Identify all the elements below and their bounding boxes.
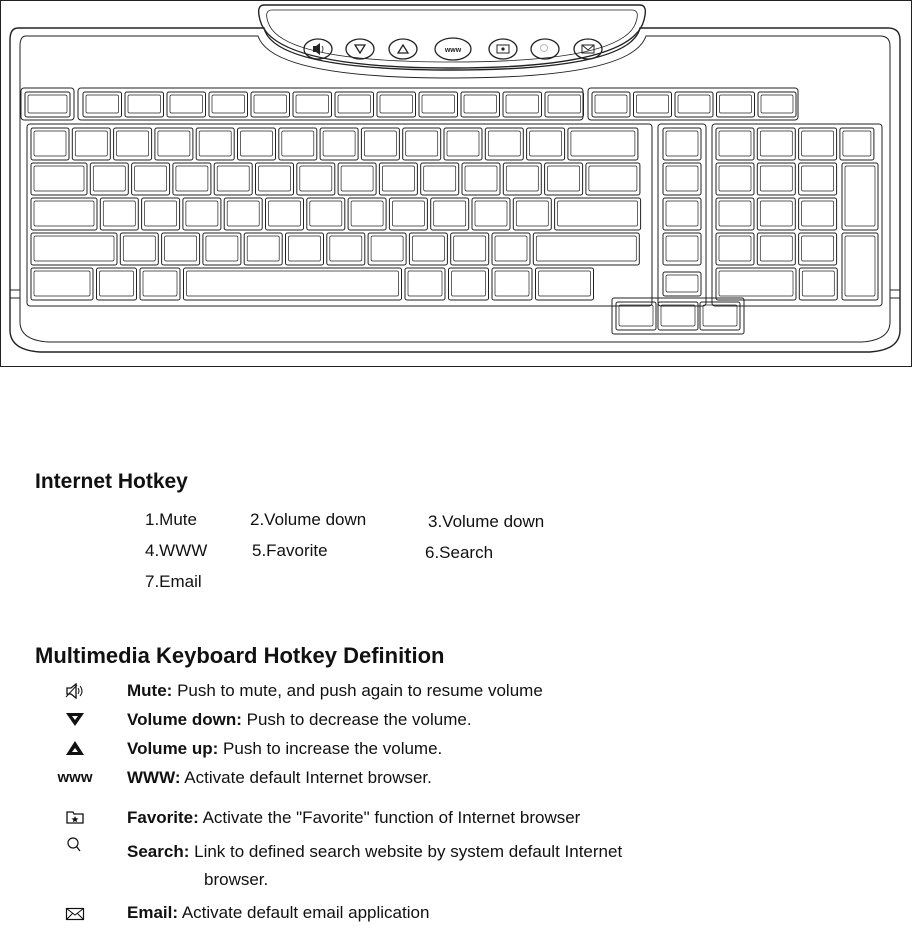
definition-text: Push to increase the volume. [223, 739, 443, 758]
key-top [720, 95, 752, 113]
key-top [424, 166, 456, 191]
definition-email [127, 903, 429, 923]
key-top [516, 201, 548, 226]
key-top [100, 271, 134, 296]
key-top [34, 236, 114, 261]
key-top [530, 131, 562, 156]
key-top [661, 305, 695, 326]
key-top [666, 236, 698, 261]
key [485, 128, 523, 160]
key [663, 198, 701, 230]
key-top [392, 201, 424, 226]
volume-up-icon [62, 737, 88, 759]
www-button-label: www [444, 47, 462, 54]
keyboard-diagram [0, 0, 913, 368]
key-top [341, 166, 373, 191]
definition-text: Link to defined search website by system default Internet [194, 842, 623, 861]
definition-term: Volume down: [127, 710, 242, 729]
key-top [571, 131, 635, 156]
key-top [247, 236, 279, 261]
key-top [802, 236, 834, 261]
key [72, 128, 110, 160]
key-top [488, 131, 520, 156]
key [307, 198, 345, 230]
key [757, 198, 795, 230]
key-top [506, 166, 538, 191]
key-top [227, 201, 259, 226]
key-top [719, 201, 751, 226]
key [100, 198, 138, 230]
key [716, 268, 796, 300]
internet-hotkey-title: Internet Hotkey [35, 470, 188, 493]
key [799, 198, 837, 230]
key-top [330, 236, 362, 261]
key-top [412, 236, 444, 261]
volume-down-button [346, 39, 374, 59]
key-top [217, 166, 249, 191]
key [842, 163, 878, 230]
key-top [452, 271, 486, 296]
key-top [678, 95, 710, 113]
hotkey-item-search: 6.Search [425, 543, 494, 562]
key [513, 198, 551, 230]
key [716, 198, 754, 230]
definition-term: Search: [127, 842, 190, 861]
key-top [34, 131, 66, 156]
key [799, 268, 837, 300]
key-top [103, 201, 135, 226]
key [545, 163, 583, 195]
key-top [300, 166, 332, 191]
key [279, 128, 317, 160]
definition-term: WWW: [127, 768, 181, 787]
key [379, 163, 417, 195]
key-top [666, 131, 698, 156]
key [492, 268, 532, 300]
key-top [719, 271, 793, 296]
key-top [548, 95, 581, 113]
key [663, 272, 701, 296]
hotkey-item-email: 7.Email [145, 572, 202, 591]
key-top [539, 271, 591, 296]
key [536, 268, 594, 300]
favorite-icon [62, 806, 88, 828]
key [238, 128, 276, 160]
key-top [254, 95, 287, 113]
key-top [465, 166, 497, 191]
key [663, 233, 701, 265]
key-top [666, 166, 698, 191]
key [389, 198, 427, 230]
definition-volume-down [127, 710, 472, 730]
key-top [143, 271, 177, 296]
key [431, 198, 469, 230]
key [462, 163, 500, 195]
key-top [75, 131, 107, 156]
key-top [170, 95, 203, 113]
key-top [310, 201, 342, 226]
search-button [531, 39, 559, 59]
key-top [703, 305, 737, 326]
key-top [845, 236, 875, 296]
key [31, 233, 117, 265]
key [716, 233, 754, 265]
key-top [666, 275, 698, 292]
key-top [241, 131, 273, 156]
key-top [128, 95, 161, 113]
definition-text: Activate the "Favorite" function of Internet browser [202, 808, 581, 827]
key [444, 128, 482, 160]
key [244, 233, 282, 265]
key [266, 198, 304, 230]
www-icon: www [57, 768, 93, 786]
key-top [434, 201, 466, 226]
definition-term: Volume up: [127, 739, 219, 758]
key-top [296, 95, 329, 113]
key [757, 163, 795, 195]
key-top [382, 166, 414, 191]
key [842, 233, 878, 300]
key-top [187, 271, 399, 296]
key [527, 128, 565, 160]
key [409, 233, 447, 265]
key-top [93, 166, 125, 191]
key [31, 163, 87, 195]
definition-term: Favorite: [127, 808, 199, 827]
key-top [28, 95, 67, 113]
key [421, 163, 459, 195]
key-top [761, 95, 793, 113]
key-top [475, 201, 507, 226]
key [162, 233, 200, 265]
definition-search-continued: browser. [204, 870, 269, 889]
key [799, 128, 837, 160]
key [184, 268, 402, 300]
key-top [282, 131, 314, 156]
key-top [408, 271, 442, 296]
key [403, 128, 441, 160]
key [140, 268, 180, 300]
key-top [206, 236, 238, 261]
key [757, 233, 795, 265]
key-top [760, 236, 792, 261]
key-top [666, 201, 698, 226]
key-top [454, 236, 486, 261]
key [155, 128, 193, 160]
key [840, 128, 874, 160]
key [183, 198, 221, 230]
key [533, 233, 639, 265]
key [31, 128, 69, 160]
key [586, 163, 640, 195]
key-top [760, 201, 792, 226]
hotkey-item-volume-down: 2.Volume down [250, 510, 367, 529]
key-top [619, 305, 653, 326]
key-top [595, 95, 627, 113]
search-icon [62, 834, 88, 856]
key [716, 163, 754, 195]
key [361, 128, 399, 160]
key [297, 163, 335, 195]
key [196, 128, 234, 160]
key [368, 233, 406, 265]
key-top [495, 236, 527, 261]
key-top [558, 201, 638, 226]
key-top [86, 95, 119, 113]
hotkey-definition-title: Multimedia Keyboard Hotkey Definition [35, 643, 445, 668]
key [555, 198, 641, 230]
key-top [760, 131, 792, 156]
key [90, 163, 128, 195]
key-top [760, 166, 792, 191]
keyboard-keys [25, 92, 878, 330]
key [327, 233, 365, 265]
key [757, 128, 795, 160]
key-top [506, 95, 539, 113]
key-top [371, 236, 403, 261]
key-top [495, 271, 529, 296]
key-top [406, 131, 438, 156]
key-top [34, 201, 94, 226]
key [405, 268, 445, 300]
definition-text: Activate default email application [181, 903, 430, 922]
key-top [464, 95, 497, 113]
key [799, 163, 837, 195]
key [320, 128, 358, 160]
key [451, 233, 489, 265]
key-top [289, 236, 321, 261]
key [716, 128, 754, 160]
key-top [259, 166, 291, 191]
key [214, 163, 252, 195]
key-top [158, 131, 190, 156]
definition-text: Push to decrease the volume. [246, 710, 472, 729]
key [663, 163, 701, 195]
key-top [117, 131, 149, 156]
key-top [719, 236, 751, 261]
key [173, 163, 211, 195]
key-top [135, 166, 167, 191]
key [449, 268, 489, 300]
key-top [176, 166, 208, 191]
key [568, 128, 638, 160]
volume-down-icon [62, 708, 88, 730]
key-top [589, 166, 637, 191]
key-top [323, 131, 355, 156]
key-top [719, 131, 751, 156]
key-top [212, 95, 245, 113]
key-top [34, 271, 90, 296]
key-top [380, 95, 413, 113]
key [286, 233, 324, 265]
key-top [145, 201, 177, 226]
key [492, 233, 530, 265]
key-top [637, 95, 669, 113]
key [114, 128, 152, 160]
key-top [802, 131, 834, 156]
key-top [123, 236, 155, 261]
key-top [269, 201, 301, 226]
key-top [548, 166, 580, 191]
key [120, 233, 158, 265]
key-top [338, 95, 371, 113]
key-top [34, 166, 84, 191]
key-top [802, 201, 834, 226]
key-top [186, 201, 218, 226]
key-top [447, 131, 479, 156]
key [97, 268, 137, 300]
key [663, 128, 701, 160]
key [142, 198, 180, 230]
key [132, 163, 170, 195]
email-icon [62, 903, 88, 925]
definition-volume-up [127, 739, 442, 759]
key-top [199, 131, 231, 156]
key [224, 198, 262, 230]
hotkey-item-favorite: 5.Favorite [252, 541, 328, 560]
key-top [422, 95, 455, 113]
key [256, 163, 294, 195]
definition-text: Activate default Internet browser. [184, 768, 432, 787]
hotkey-item-mute: 1.Mute [145, 510, 197, 529]
mute-icon [62, 680, 88, 702]
key [503, 163, 541, 195]
definition-mute [127, 681, 543, 701]
definition-favorite [127, 808, 580, 828]
key [472, 198, 510, 230]
key-top [536, 236, 636, 261]
key-top [351, 201, 383, 226]
definition-text: Push to mute, and push again to resume volume [177, 681, 543, 700]
definition-search [127, 842, 622, 862]
key-top [719, 166, 751, 191]
key-top [802, 271, 834, 296]
key-top [165, 236, 197, 261]
definition-www [127, 768, 432, 788]
key [348, 198, 386, 230]
key [31, 198, 97, 230]
key-top [364, 131, 396, 156]
key [203, 233, 241, 265]
key [31, 268, 93, 300]
key [799, 233, 837, 265]
key [338, 163, 376, 195]
volume-up-button [389, 39, 417, 59]
definition-term: Email: [127, 903, 179, 922]
key-top [843, 131, 871, 156]
definition-term: Mute: [127, 681, 173, 700]
hotkey-item-volume-down-2: 3.Volume down [428, 512, 545, 531]
hotkey-item-www: 4.WWW [145, 541, 208, 560]
key-top [802, 166, 834, 191]
key-top [845, 166, 875, 226]
